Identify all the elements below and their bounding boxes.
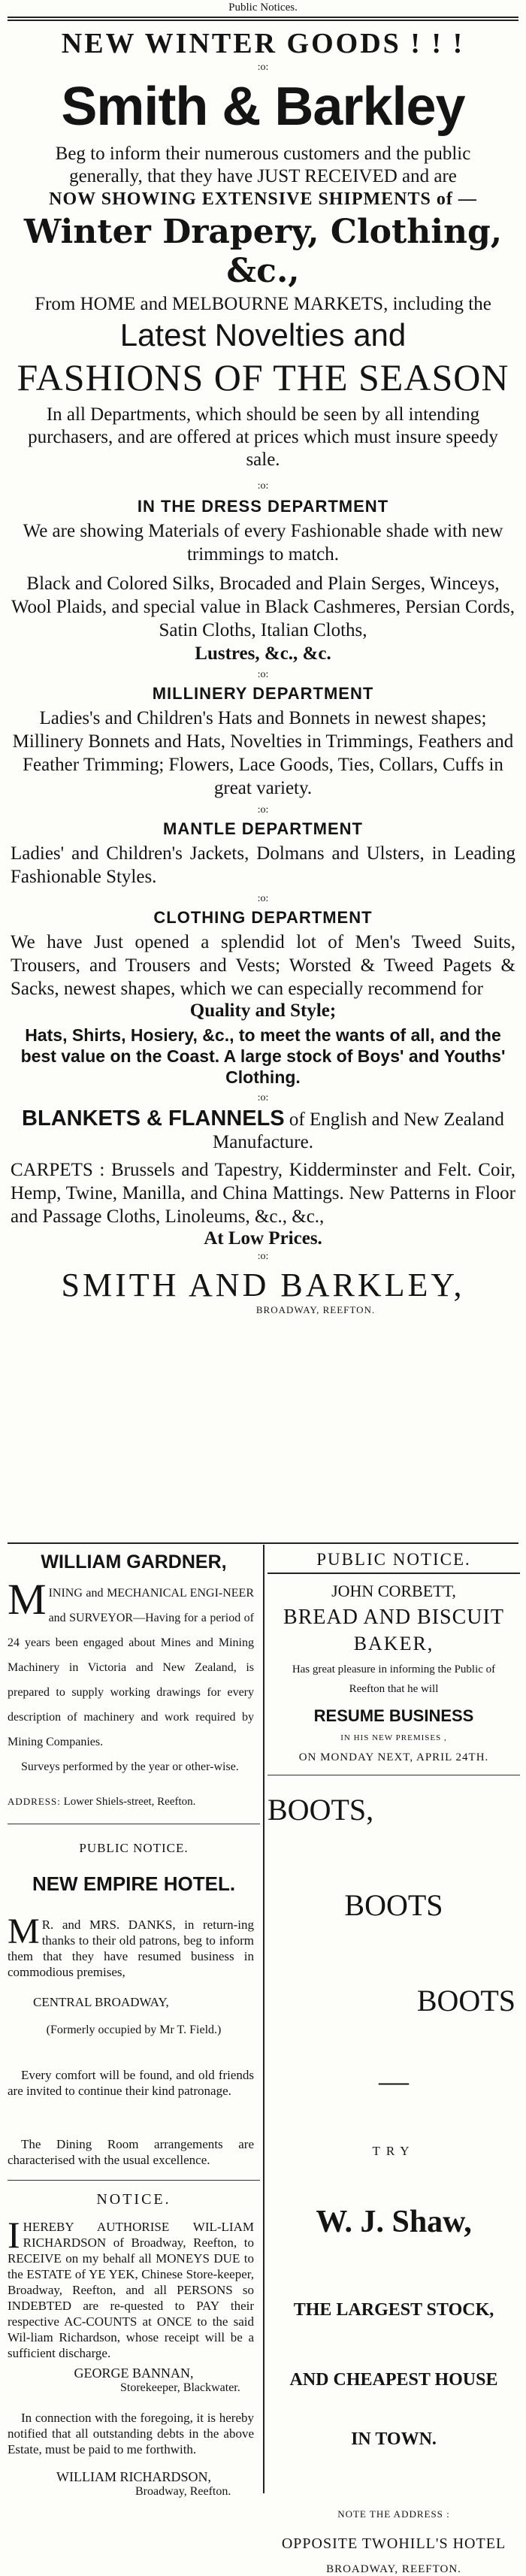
blankets-lead: BLANKETS & FLANNELS (22, 1106, 285, 1131)
dress-line-1: We are showing Materials of every Fashionable shade with new trimmings to match. (23, 521, 503, 565)
notice-dropcap: I (8, 2214, 20, 2256)
section-rule (8, 1542, 518, 1544)
categories-text: Winter Drapery, Clothing, &c., (23, 213, 503, 290)
gardner-address (8, 1796, 260, 1809)
empire-body: R. and MRS. DANKS, in return-ing thanks to their old patrons, beg to inform them that they have resumed business in commodious premises, (8, 1918, 254, 1979)
corbett-premises: IN HIS NEW PREMISES , (340, 1733, 447, 1742)
firm-name: Smith & Barkley (61, 77, 465, 137)
shaw-note: NOTE THE ADDRESS : (337, 2508, 450, 2520)
clothing-text: We have Just opened a splendid lot of Men's Tweed Suits, Trousers, and Trousers and Vests; Worsted & Tweed Pagets & Sacks, newest shapes, which we can especially recommend for (11, 932, 515, 999)
mantle-text: Ladies' and Children's Jackets, Dolmans and Ulsters, in Leading Fashionable Styles. (11, 843, 515, 887)
notice-title: NOTICE. (96, 2191, 171, 2208)
gardner-advert (8, 1551, 260, 1809)
notice-signer-2-addr: Broadway, Reefton. (135, 2485, 231, 2498)
clothing-quality: Quality and Style; (189, 1000, 337, 1021)
intro-text: Beg to inform their numerous customers and the public generally, that they have JUST RECEIVED and are (55, 144, 471, 186)
empire-formerly: (Formerly occupied by Mr T. Field.) (46, 2024, 222, 2036)
fashions-title: FASHIONS OF THE SEASON (17, 356, 509, 398)
corbett-notice: PUBLIC NOTICE. (316, 1550, 471, 1569)
gardner-address-label: ADDRESS: (8, 1796, 61, 1807)
corbett-trade: BREAD AND BISCUIT (283, 1606, 504, 1629)
shaw-opposite: OPPOSITE TWOHILL'S HOTEL (281, 2535, 506, 2552)
shaw-advert (268, 1792, 520, 2576)
section-title: Public Notices. (228, 2, 298, 14)
divider: :o: (257, 62, 269, 73)
low-prices: At Low Prices. (204, 1228, 322, 1249)
notice-signer-2: WILLIAM RICHARDSON, (56, 2469, 211, 2484)
shaw-name: W. J. Shaw, (316, 2205, 472, 2239)
shaw-try: TRY (372, 2144, 416, 2158)
empire-notice: PUBLIC NOTICE. (79, 1841, 189, 1855)
notice-body: HEREBY AUTHORISE WIL-LIAM RICHARDSON of Broadway, Reefton, to RECEIVE on my behalf all MONEYS DUE to the ESTATE of YE YEK, Chinese Store-keeper, Broadway, Reefton, and all PERSONS so INDEBTED are re-quested to PAY their respective AC-COUNTS at ONCE to the said Wil-liam Richardson, whose receipt will be a sufficient discharge. (8, 2220, 254, 2360)
latest-novelties: Latest Novelties and (119, 317, 407, 353)
shaw-address: BROADWAY, REEFTON. (326, 2563, 461, 2575)
notice-text (8, 2214, 260, 2361)
corbett-rule (268, 1573, 520, 1574)
corbett-pleasure: Has great pleasure in informing the Public of Reefton that he will (292, 1663, 496, 1695)
empire-comfort: Every comfort will be found, and old friends are invited to continue their kind patronage. (8, 2068, 254, 2098)
gardner-address-value: Lower Shiels-street, Reefton. (63, 1796, 196, 1808)
shaw-largest: THE LARGEST STOCK, (293, 2300, 494, 2320)
clothing-hats: Hats, Shirts, Hosiery, &c., to meet the wants of all, and the best value on the Coast. A large stock of Boys' and Youths' Clothing. (20, 1025, 506, 1087)
divider-2: :o: (257, 480, 269, 492)
shaw-cheapest: AND CHEAPEST HOUSE (289, 2370, 498, 2390)
gardner-text (8, 1575, 260, 1754)
millinery-text: Ladies's and Children's Hats and Bonnets in newest shapes; Millinery Bonnets and Hats, Novelties in Trimmings, Feathers and Feather Trimming; Flowers, Lace Goods, Ties, Collars, Cuffs in great variety. (12, 708, 514, 798)
column-divider (263, 1545, 265, 2493)
divider-5: :o: (257, 893, 269, 904)
shaw-boots-2: BOOTS (344, 1888, 443, 1922)
shaw-boots-1: BOOTS, (268, 1793, 374, 1827)
divider-4: :o: (257, 804, 269, 816)
gardner-name: WILLIAM GARDNER, (41, 1551, 227, 1573)
corbett-advert (268, 1550, 520, 1764)
notice-signer: GEORGE BANNAN, (74, 2366, 194, 2381)
ye-yek-notice (8, 2191, 260, 2499)
mantle-dept-title: MANTLE DEPARTMENT (163, 819, 363, 838)
gardner-dropcap: M (8, 1575, 47, 1624)
headline: NEW WINTER GOODS ! ! ! (61, 28, 465, 59)
divider-7: :o: (257, 1251, 269, 1262)
blankets-line (0, 1107, 526, 1154)
clothing-dept-title: CLOTHING DEPARTMENT (153, 908, 373, 927)
divider-6: :o: (257, 1092, 269, 1103)
departments-text: In all Departments, which should be seen by all intending purchasers, and are offered at prices which must insure speedy sale. (28, 404, 498, 470)
empire-location: CENTRAL BROADWAY, (33, 1995, 169, 2009)
signature: SMITH AND BARKLEY, (61, 1267, 465, 1303)
gardner-surveys: Surveys performed by the year or other-wise. (21, 1760, 239, 1773)
corbett-trade-2: BAKER, (353, 1633, 434, 1654)
left-rule-2 (8, 2180, 260, 2181)
empire-advert (8, 1841, 260, 2168)
top-rule (8, 17, 518, 18)
dress-line-3: Lustres, &c., &c. (195, 643, 331, 664)
empire-dining: The Dining Room arrangements are characterised with the usual excellence. (8, 2137, 254, 2167)
notice-signer-title: Storekeeper, Blackwater. (120, 2381, 240, 2394)
empire-dropcap: M (8, 1912, 40, 1951)
shaw-boots-3: BOOTS (416, 1984, 515, 2018)
dress-line-2: Black and Colored Silks, Brocaded and Plain Serges, Winceys, Wool Plaids, and special value in Black Cashmeres, Persian Cords, Satin Cloths, Italian Cloths, (11, 574, 515, 640)
right-column (268, 1548, 520, 2575)
empire-title: NEW EMPIRE HOTEL. (32, 1872, 236, 1895)
gardner-body: INING and MECHANICAL ENGI-NEER and SURVEYOR—Having for a period of 24 years been engaged about Mines and Mining Machinery in Victoria and New Zealand, is prepared to supply working drawings for every description of machinery and work required by Mining Companies. (8, 1587, 254, 1748)
left-column (8, 1548, 260, 2498)
shaw-town: IN TOWN. (351, 2429, 437, 2449)
blankets-rest: of English and New Zealand Manufacture. (213, 1109, 504, 1152)
showing-text: NOW SHOWING EXTENSIVE SHIPMENTS of — (49, 189, 477, 209)
corbett-resume: RESUME BUSINESS (313, 1706, 474, 1725)
carpets-text: CARPETS : Brussels and Tapestry, Kidderminster and Felt. Coir, Hemp, Twine, Manilla, and China Mattings. New Patterns in Floor and Passage Cloths, Linoleums, &c., &c., (11, 1160, 515, 1227)
empire-text (8, 1912, 260, 1980)
corbett-date: ON MONDAY NEXT, APRIL 24TH. (298, 1751, 489, 1763)
top-rule-2 (8, 20, 518, 21)
millinery-dept-title: MILLINERY DEPARTMENT (152, 684, 374, 703)
corbett-name: JOHN CORBETT, (331, 1582, 456, 1600)
from-markets: From HOME and MELBOURNE MARKETS, including the (35, 294, 491, 314)
divider-3: :o: (257, 669, 269, 680)
dress-dept-title: IN THE DRESS DEPARTMENT (137, 497, 389, 516)
shaw-dash: — (379, 2064, 409, 2098)
notice-connection: In connection with the foregoing, it is hereby notified that all outstanding debts in the above Estate, must be paid to me forthwith. (8, 2411, 254, 2456)
signature-address: BROADWAY, REEFTON. (255, 1304, 376, 1315)
